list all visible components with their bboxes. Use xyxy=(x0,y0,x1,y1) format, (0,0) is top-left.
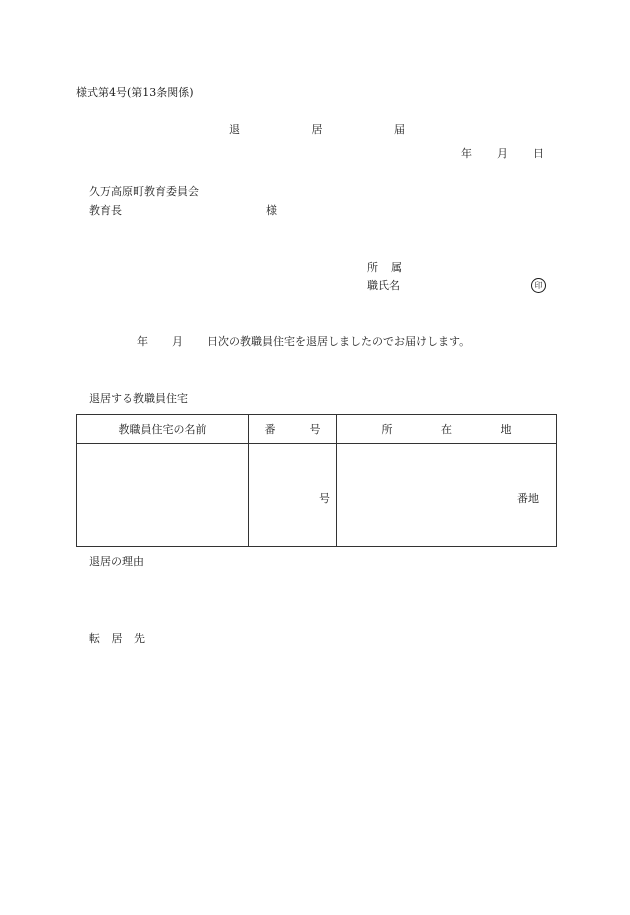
col-location-char: 地 xyxy=(500,423,512,436)
housing-table xyxy=(76,414,557,547)
date-day-label: 日 xyxy=(533,147,544,160)
date-month-label: 月 xyxy=(497,147,508,160)
addressee-honorific: 様 xyxy=(266,204,277,217)
date-line xyxy=(461,147,544,161)
destination-char: 転 xyxy=(89,632,100,645)
form-title xyxy=(229,123,405,137)
table-row xyxy=(77,444,557,547)
destination-char: 居 xyxy=(111,632,123,645)
title-char: 居 xyxy=(311,123,323,136)
addressee-org: 久万高原町教育委員会 xyxy=(89,185,199,198)
statement-month: 月 xyxy=(172,335,183,348)
section-destination xyxy=(89,632,145,646)
location-cell[interactable] xyxy=(337,444,557,547)
col-location xyxy=(337,415,557,444)
col-number-char: 番 xyxy=(264,423,276,436)
col-housing-name-label: 教職員住宅の名前 xyxy=(118,423,207,436)
statement-year: 年 xyxy=(137,335,148,348)
affiliation-label xyxy=(367,261,402,275)
col-location-char: 在 xyxy=(441,423,452,436)
housing-name-cell[interactable] xyxy=(77,444,249,547)
col-location-char: 所 xyxy=(381,423,393,436)
addressee-role: 教育長 xyxy=(89,204,122,217)
col-number xyxy=(249,415,337,444)
affiliation-char: 属 xyxy=(391,261,402,274)
number-cell[interactable] xyxy=(249,444,337,547)
form-number: 様式第4号(第13条関係) xyxy=(76,86,194,99)
col-number-char: 号 xyxy=(309,423,321,436)
statement-text: 日次の教職員住宅を退居しましたのでお届けします。 xyxy=(207,335,471,348)
date-year-label: 年 xyxy=(461,147,472,160)
number-suffix: 号 xyxy=(319,492,330,505)
section-housing: 退居する教職員住宅 xyxy=(89,392,188,405)
name-label: 職氏名 xyxy=(367,279,400,292)
title-char: 届 xyxy=(394,123,405,136)
table-header-row xyxy=(77,415,557,444)
location-suffix: 番地 xyxy=(517,492,539,505)
col-housing-name xyxy=(77,415,249,444)
destination-char: 先 xyxy=(134,632,145,645)
section-reason: 退居の理由 xyxy=(89,555,144,568)
seal-mark: 印 xyxy=(531,278,546,293)
affiliation-char: 所 xyxy=(367,261,378,274)
title-char: 退 xyxy=(229,123,240,136)
